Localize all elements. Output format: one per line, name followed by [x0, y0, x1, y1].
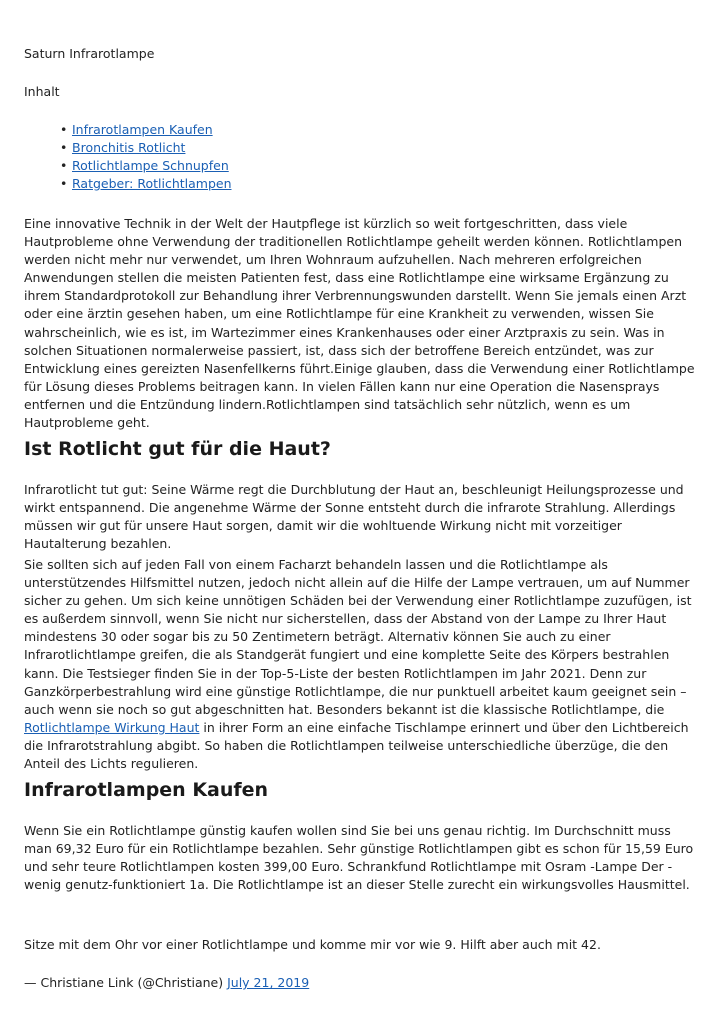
section-heading-kaufen: Infrarotlampen Kaufen: [24, 779, 269, 801]
site-title: Saturn Infrarotlampe: [24, 46, 155, 61]
tweet-date-link[interactable]: July 21, 2019: [227, 975, 310, 990]
table-of-contents: [60, 121, 232, 193]
haut-paragraph-1: Infrarotlicht tut gut: Seine Wärme regt die Durchblutung der Haut an, beschleunigt Heilungsprozesse und wirkt entspannend. Die angenehme Wärme der Sonne entsteht durch die infrarote Strahlung. Allerdings müssen wir gut für unsere Haut sorgen, damit wir die wohltuende Wirkung nicht mit vorzeitiger Hautalterung bezahlen.: [24, 482, 684, 552]
toc-item: [60, 175, 232, 193]
tweet-attribution: [24, 974, 700, 992]
haut-paragraph-2-text-before: Sie sollten sich auf jeden Fall von einem Facharzt behandeln lassen und die Rotlichtlampe als unterstützendes Hilfsmittel nutzen, jedoch nicht allein auf die Hilfe der Lampe vertrauen, um auf Nummer sicher zu gehen. Um sich keine unnötigen Schäden bei der Verwendung einer Rotlichtlampe zuzufügen, ist es außerdem sinnvoll, wenn Sie nicht nur sicherstellen, dass der Abstand von der Lampe zu Ihrer Haut mindestens 30 oder sogar bis zu 50 Zentimetern beträgt. Alternativ können Sie auch zu einer Infrarotlichtlampe greifen, die als Standgerät fungiert und eine komplette Seite des Körpers bestrahlen kann. Die Testsieger finden Sie in der Top-5-Liste der besten Rotlichtlampen im Jahr 2021. Denn zur Ganzkörperbestrahlung wird eine günstige Rotlichtlampe, die nur punktuell arbeitet kaum geeignet sein – auch wenn sie noch so gut abgeschnitten hat. Besonders bekannt ist die klassische Rotlichtlampe, die: [24, 557, 692, 717]
toc-link-ratgeber-rotlichtlampen[interactable]: Ratgeber: Rotlichtlampen: [72, 176, 232, 191]
toc-item: [60, 139, 232, 157]
tweet-author: — Christiane Link (@Christiane): [24, 975, 228, 990]
intro-paragraph: Eine innovative Technik in der Welt der Hautpflege ist kürzlich so weit fortgeschritten, dass viele Hautprobleme ohne Verwendung der traditionellen Rotlichtlampe geheilt werden können. Rotlichtlampen werden nicht mehr nur verwendet, um Ihren Wohnraum aufzuhellen. Nach mehreren erfolgreichen Anwendungen stellen die meisten Patienten fest, dass eine Rotlichtlampe eine wirksame Ergänzung zu ihrem Standardprotokoll zur Behandlung ihrer Verbrennungswunden darstellt. Wenn Sie jemals einen Arzt oder eine ärztin gesehen haben, um eine Rotlichtlampe für eine Krankheit zu verwenden, wissen Sie wahrscheinlich, wie es ist, im Wartezimmer eines Krankenhauses oder einer Arztpraxis zu sein. Was in solchen Situationen normalerweise passiert, ist, dass sich der betroffene Bereich entzündet, was zur Entwicklung eines gereizten Nasenfellkerns führt.Einige glauben, dass die Verwendung einer Rotlichtlampe für Lösung dieses Problems beitragen kann. In vielen Fällen kann nur eine Operation die Nasensprays entfernen und die Entzündung lindern.Rotlichtlampen sind tatsächlich sehr nützlich, wenn es um Hautprobleme geht.: [24, 216, 695, 431]
toc-item: [60, 121, 232, 139]
toc-link-infrarotlampen-kaufen[interactable]: Infrarotlampen Kaufen: [72, 122, 213, 137]
tweet-text: Sitze mit dem Ohr vor einer Rotlichtlampe und komme mir vor wie 9. Hilft aber auch mit 42.: [24, 937, 601, 952]
toc-link-rotlichtlampe-schnupfen[interactable]: Rotlichtlampe Schnupfen: [72, 158, 229, 173]
haut-paragraph-2: [24, 556, 700, 773]
toc-item: [60, 157, 232, 175]
kaufen-paragraph: Wenn Sie ein Rotlichtlampe günstig kaufen wollen sind Sie bei uns genau richtig. Im Durchschnitt muss man 69,32 Euro für ein Rotlichtlampe bezahlen. Sehr günstige Rotlichtlampen gibt es schon für 15,59 Euro und sehr teure Rotlichtlampen kosten 399,00 Euro. Schrankfund Rotlichtlampe mit Osram -Lampe Der -wenig genutz-funktioniert 1a. Die Rotlichtlampe ist an dieser Stelle zurecht ein wirkungsvolles Hausmittel.: [24, 823, 694, 893]
section-heading-haut: Ist Rotlicht gut für die Haut?: [24, 438, 331, 460]
haut-paragraph-2-text-after: in ihrer Form an eine einfache Tischlampe erinnert und über den Lichtbereich die Infrarotstrahlung abgibt. So haben die Rotlichtlampen teilweise unterschiedliche überzüge, die den Anteil des Lichts regulieren.: [24, 719, 689, 772]
rotlichtlampe-wirkung-haut-link[interactable]: Rotlichtlampe Wirkung Haut: [24, 719, 200, 735]
toc-heading: Inhalt: [24, 84, 60, 99]
toc-link-bronchitis-rotlicht[interactable]: Bronchitis Rotlicht: [72, 140, 186, 155]
